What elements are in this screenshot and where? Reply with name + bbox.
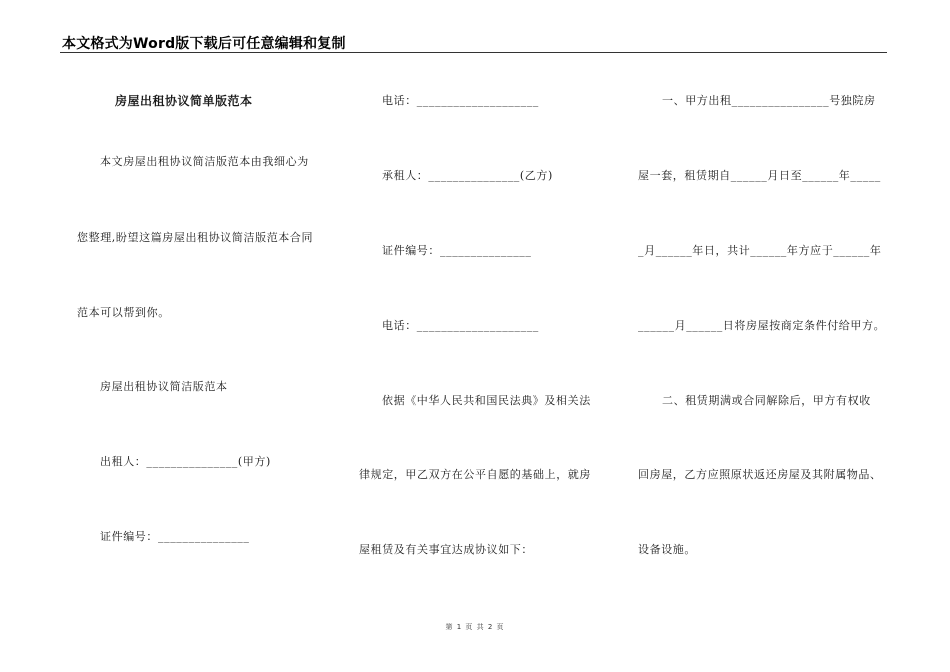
- lessor-phone-field: 电话：____________________: [382, 94, 539, 107]
- lessor-id-field: 证件编号：_______________: [100, 530, 250, 543]
- basis-line-2: 律规定，甲乙双方在公平自愿的基础上，就房: [359, 468, 591, 481]
- intro-line-2: 您整理,盼望这篇房屋出租协议简洁版范本合同: [77, 231, 314, 244]
- clause-line-1: 一、甲方出租________________号独院房: [662, 94, 876, 107]
- document-title: 房屋出租协议简单版范本: [115, 94, 253, 108]
- lessor-field: 出租人：_______________(甲方): [100, 455, 271, 468]
- clause-line-2: 屋一套，租赁期自______月日至______年_____: [638, 169, 881, 182]
- header-rule: [60, 52, 887, 53]
- lessee-field: 承租人：_______________(乙方): [382, 169, 553, 182]
- section-subtitle: 房屋出租协议简洁版范本: [100, 380, 228, 393]
- clause-line-6: 回房屋，乙方应照原状返还房屋及其附属物品、: [638, 468, 882, 481]
- clause-line-5: 二、租赁期满或合同解除后，甲方有权收: [662, 394, 871, 407]
- intro-line-3: 范本可以帮到你。: [77, 306, 170, 319]
- lessee-phone-field: 电话：____________________: [382, 319, 539, 332]
- clause-line-7: 设备设施。: [638, 543, 696, 556]
- intro-line-1: 本文房屋出租协议简洁版范本由我细心为: [100, 155, 309, 168]
- basis-line-1: 依据《中华人民共和国民法典》及相关法: [382, 394, 591, 407]
- basis-line-3: 屋租赁及有关事宜达成协议如下：: [359, 543, 533, 556]
- clause-line-3: _月______年日，共计______年方应于______年: [638, 244, 882, 257]
- clause-line-4: ______月______日将房屋按商定条件付给甲方。: [638, 319, 886, 332]
- download-banner: 本文格式为Word版下载后可任意编辑和复制: [62, 36, 346, 52]
- lessee-id-field: 证件编号：_______________: [382, 244, 532, 257]
- page-number: 第 1 页 共 2 页: [445, 623, 505, 631]
